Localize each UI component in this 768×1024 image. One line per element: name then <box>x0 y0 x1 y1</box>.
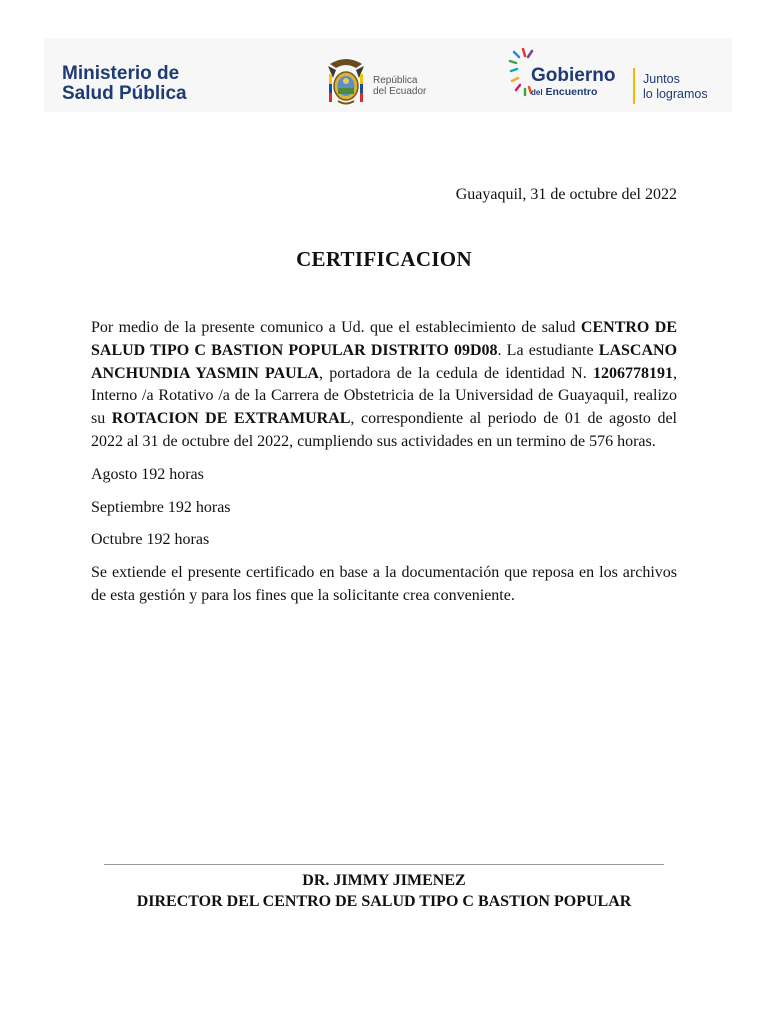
paragraph-text: Por medio de la presente comunico a Ud. que el establecimiento de salud <box>91 319 581 336</box>
gobierno-logo-encuentro: Encuentro <box>545 86 598 98</box>
document-title: CERTIFICACION <box>296 247 472 271</box>
month-hours-september: Septiembre 192 horas <box>91 498 231 516</box>
student-name: LASCANO ANCHUNDIA YASMIN PAULA <box>91 341 678 382</box>
month-hours-october: Octubre 192 horas <box>91 531 210 549</box>
republic-label <box>373 75 426 97</box>
ministry-logo <box>62 64 187 104</box>
republic-line2: del Ecuador <box>373 86 427 97</box>
paragraph-text: , portadora de la cedula de identidad N. <box>318 364 594 382</box>
paragraph-text: , Interno /a Rotativo /a de la Carrera de Obstetricia de la Universidad de Guayaquil, realizo su <box>91 364 678 428</box>
facility-name: CENTRO DE SALUD TIPO C BASTION POPULAR DISTRITO 09D08 <box>91 319 677 359</box>
logo-divider <box>633 68 635 104</box>
republic-line1: República <box>373 75 418 86</box>
gobierno-logo-subtitle <box>531 86 615 99</box>
slogan-line2: lo logramos <box>643 87 708 101</box>
signatory-role: DIRECTOR DEL CENTRO DE SALUD TIPO C BASTION POPULAR <box>136 893 632 910</box>
ministry-logo-line2: Salud Pública <box>62 83 187 104</box>
gobierno-logo <box>531 66 615 99</box>
ministry-logo-line1: Ministerio de <box>62 63 180 84</box>
certificate-body <box>91 317 677 608</box>
paragraph-text: . La estudiante <box>497 341 599 359</box>
main-paragraph <box>91 317 677 454</box>
ecuador-coat-of-arms-icon <box>324 56 368 108</box>
place-date: Guayaquil, 31 de octubre del 2022 <box>455 186 677 203</box>
paragraph-text: , correspondiente al periodo de 01 de agosto del 2022 al 31 de octubre del 2022, cumpliendo sus actividades en un termino de 576 horas. <box>91 410 677 450</box>
gobierno-logo-title: Gobierno <box>531 65 616 86</box>
slogan <box>643 72 708 102</box>
signatory-name: DR. JIMMY JIMENEZ <box>302 872 466 889</box>
month-hours-august: Agosto 192 horas <box>91 465 204 483</box>
signature-line <box>104 864 664 865</box>
id-number: 1206778191 <box>593 364 674 382</box>
closing-paragraph: Se extiende el presente certificado en base a la documentación que reposa en los archivos de esta gestión y para los fines que la solicitante crea conveniente. <box>91 564 677 604</box>
rotation-name: ROTACION DE EXTRAMURAL <box>111 410 351 428</box>
slogan-line1: Juntos <box>643 72 680 86</box>
gobierno-logo-del: del <box>531 88 543 97</box>
